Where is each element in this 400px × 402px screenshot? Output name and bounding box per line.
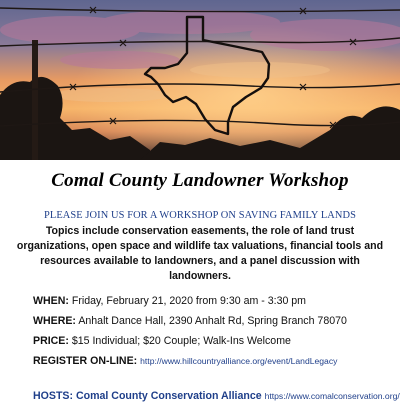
price-row — [33, 334, 393, 354]
where-row — [33, 314, 393, 334]
sunset-barbed-wire-image — [0, 0, 400, 160]
workshop-title: Comal County Landowner Workshop — [51, 170, 349, 191]
when-label: WHEN: — [33, 295, 69, 307]
hero-photo — [0, 0, 400, 160]
invitation-headline: PLEASE JOIN US FOR A WORKSHOP ON SAVING FAMILY LANDS — [44, 210, 356, 221]
register-row — [33, 354, 393, 374]
where-value: Anhalt Dance Hall, 2390 Anhalt Rd, Spring Branch 78070 — [78, 315, 347, 327]
hosts-label: HOSTS: — [33, 390, 74, 402]
event-details — [33, 294, 393, 374]
fence-post — [32, 40, 38, 160]
register-link[interactable]: http://www.hillcountryalliance.org/event/LandLegacy — [140, 356, 338, 366]
when-row — [33, 294, 393, 314]
price-value: $15 Individual; $20 Couple; Walk-Ins Welcome — [71, 335, 291, 347]
where-label: WHERE: — [33, 315, 76, 327]
hosts-line — [33, 390, 400, 402]
when-value: Friday, February 21, 2020 from 9:30 am - 3:30 pm — [71, 295, 307, 307]
host-link[interactable]: https://www.comalconservation.org/ — [264, 391, 400, 401]
register-label: REGISTER ON-LINE: — [33, 355, 138, 367]
topics-paragraph: Topics include conservation easements, the role of land trust organizations, open space and wildlife tax valuations, financial tools and resources available to landowners, and a panel discussion with landowners. — [16, 225, 384, 282]
host-organization: Comal County Conservation Alliance — [75, 390, 262, 402]
price-label: PRICE: — [33, 335, 69, 347]
